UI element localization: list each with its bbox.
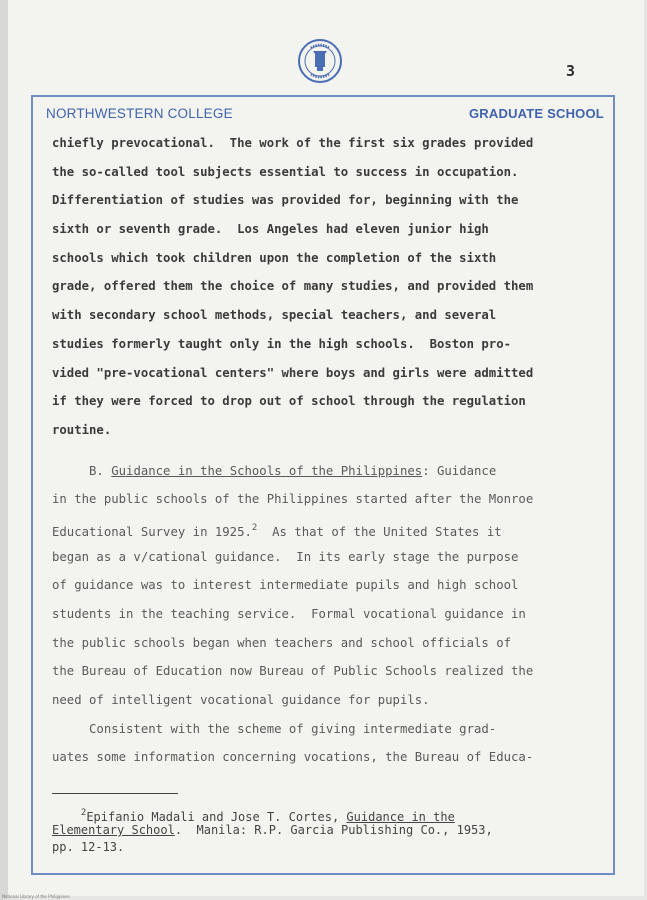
footnote-reference: 2 [251, 522, 258, 533]
paragraph-2-line [52, 518, 612, 547]
body-text [52, 133, 612, 776]
paragraph-1-line: with secondary school methods, special teachers, and several [52, 308, 497, 323]
paragraph-1-line: Differentiation of studies was provided for, beginning with the [52, 193, 519, 208]
page-number: 3 [566, 62, 576, 80]
scan-margin [0, 0, 8, 900]
paragraph-1-line: routine. [52, 422, 112, 437]
footnote-title: Guidance in the [346, 810, 455, 824]
footnote-author: Epifanio Madali and Jose T. Cortes, [86, 810, 347, 824]
paragraph-2-line: in the public schools of the Philippines started after the Monroe [52, 492, 534, 507]
scan-credit: National Library of the Philippines [2, 894, 70, 899]
footnote [52, 805, 612, 856]
paragraph-1-line: the so-called tool subjects essential to success in occupation. [52, 164, 519, 179]
paragraph-2-line: began as a v/cational guidance. In its early stage the purpose [52, 549, 519, 564]
footnote-publisher: . Manila: R.P. Garcia Publishing Co., 1953, [174, 823, 493, 837]
paragraph-2-line: of guidance was to interest intermediate pupils and high school [52, 578, 519, 593]
paragraph-1-line: studies formerly taught only in the high schools. Boston pro- [52, 336, 512, 351]
paragraph-1-line: grade, offered them the choice of many studies, and provided them [52, 279, 534, 294]
section-heading: Guidance in the Schools of the Philippines [111, 463, 423, 478]
paragraph-2-line: the public schools began when teachers and school officials of [52, 635, 512, 650]
paragraph-1-line: if they were forced to drop out of school through the regulation [52, 394, 526, 409]
paragraph-2-line [52, 461, 612, 490]
paragraph-2-line: students in the teaching service. Formal vocational guidance in [52, 607, 526, 621]
section-heading-rest: : Guidance [422, 463, 497, 478]
footnote-number: 2 [80, 808, 87, 818]
paragraph-2-line: need of intelligent vocational guidance for pupils. [52, 693, 430, 708]
paragraph-2-line: the Bureau of Education now Bureau of Public Schools realized the [52, 664, 534, 679]
paragraph-gap [52, 449, 612, 461]
paragraph-3-line: Consistent with the scheme of giving intermediate grad- [52, 721, 497, 736]
footnote-title: Elementary School [52, 823, 175, 837]
paragraph-1-line: schools which took children upon the completion of the sixth [52, 250, 497, 265]
paragraph-3-line: uates some information concerning vocations, the Bureau of Educa- [52, 750, 534, 765]
paragraph-1-line: vided "pre-vocational centers" where boys and girls were admitted [52, 365, 534, 380]
footnote-divider [52, 793, 178, 794]
footnote-line [52, 805, 612, 822]
footnote-line [52, 822, 612, 839]
survey-text-rest: As that of the United States it [257, 524, 502, 539]
college-seal-icon [297, 38, 343, 84]
paragraph-1-line: sixth or seventh grade. Los Angeles had eleven junior high [52, 222, 489, 237]
footnote-line: pp. 12-13. [52, 840, 125, 854]
header-school-name: GRADUATE SCHOOL [469, 106, 604, 121]
paragraph-1-line: chiefly prevocational. The work of the first six grades provided [52, 136, 534, 150]
section-lead: B. [52, 463, 112, 478]
header-college-name: NORTHWESTERN COLLEGE [46, 106, 233, 121]
survey-text: Educational Survey in 1925. [52, 524, 252, 539]
